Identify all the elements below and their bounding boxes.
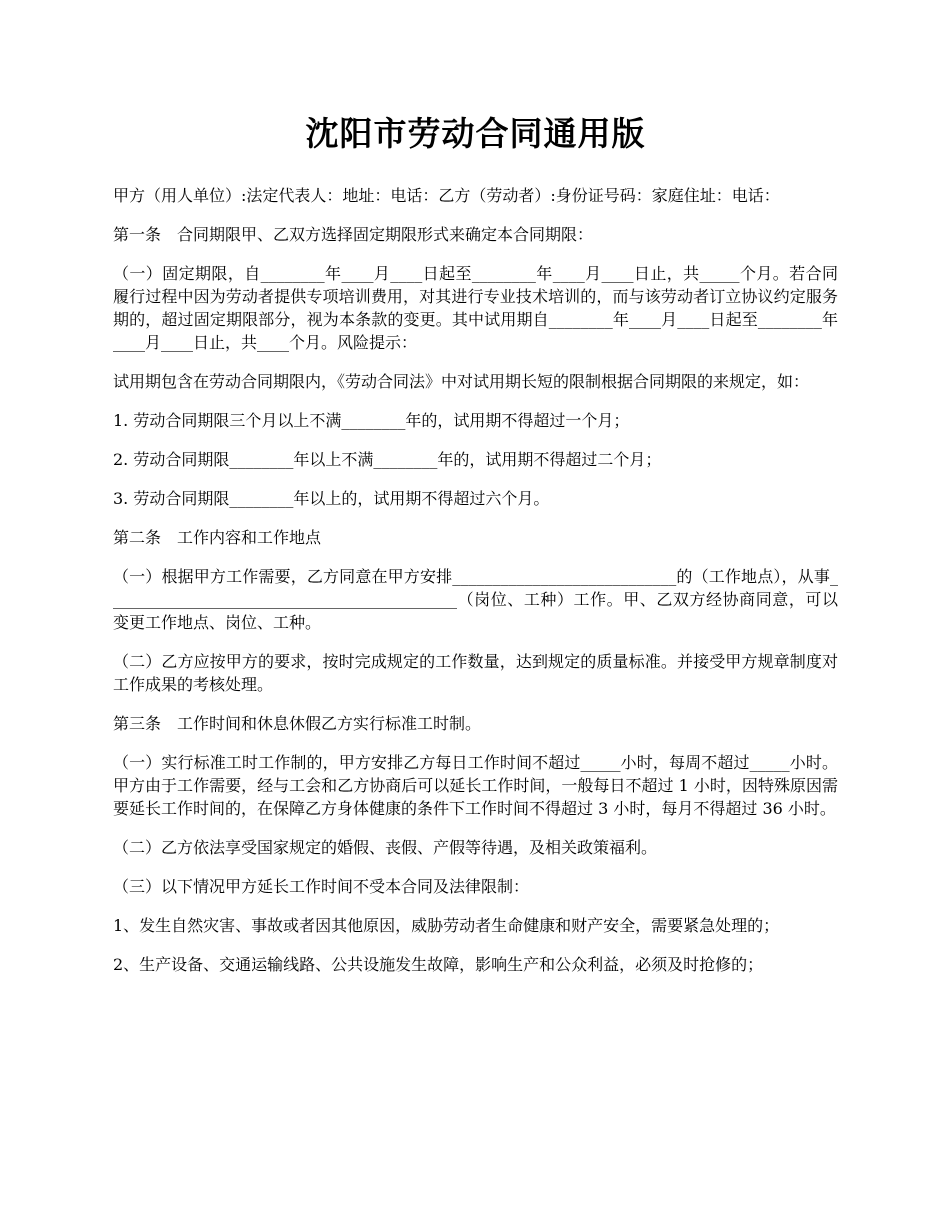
parties-info: 甲方（用人单位）:法定代表人：地址：电话：乙方（劳动者）:身份证号码：家庭住址：电话： <box>113 186 780 205</box>
article-1-heading: 第一条 合同期限甲、乙双方选择固定期限形式来确定本合同期限： <box>113 225 594 244</box>
article-3-clause-2: （二）乙方依法享受国家规定的婚假、丧假、产假等待遇，及相关政策福利。 <box>113 838 658 857</box>
probation-note: 试用期包含在劳动合同期限内，《劳动合同法》中对试用期长短的限制根据合同期限的来规定，如： <box>113 372 810 391</box>
probation-rule-2: 2. 劳动合同期限________年以上不满________年的，试用期不得超过二个月； <box>113 450 662 469</box>
article-3-clause-3: （三）以下情况甲方延长工作时间不受本合同及法律限制： <box>113 877 530 896</box>
article-3-heading: 第三条 工作时间和休息休假乙方实行标准工时制。 <box>113 714 482 733</box>
probation-rule-1: 1. 劳动合同期限三个月以上不满________年的，试用期不得超过一个月； <box>113 411 630 430</box>
overtime-exception-1: 1、发生自然灾害、事故或者因其他原因，威胁劳动者生命健康和财产安全，需要紧急处理的； <box>113 916 780 935</box>
article-2-clause-1: （一）根据甲方工作需要，乙方同意在甲方安排____________________________的（工作地点），从事____________________________________________（岗位、工种）工作。甲、乙双方经协商同意，可以变更工作地点、岗位、工种。 <box>113 567 838 632</box>
overtime-exception-2: 2、生产设备、交通运输线路、公共设施发生故障，影响生产和公众利益，必须及时抢修的； <box>113 955 764 974</box>
document-title: 沈阳市劳动合同通用版 <box>305 114 646 153</box>
article-2-heading: 第二条 工作内容和工作地点 <box>113 528 322 547</box>
article-3-clause-1: （一）实行标准工时工作制的，甲方安排乙方每日工作时间不超过_____小时，每周不超过_____小时。甲方由于工作需要，经与工会和乙方协商后可以延长工作时间，一般每日不超过 1 小时，因特殊原因需要延长工作时间的，在保障乙方身体健康的条件下工作时间不得超过 3 小时，每月不得超过 36 小时。 <box>113 753 838 818</box>
probation-rule-3: 3. 劳动合同期限________年以上的，试用期不得超过六个月。 <box>113 489 550 508</box>
article-1-clause-1: （一）固定期限，自________年____月____日起至________年____月____日止，共_____个月。若合同履行过程中因为劳动者提供专项培训费用，对其进行专业技术培训的，而与该劳动者订立协议约定服务期的，超过固定期限部分，视为本条款的变更。其中试用期自________年____月____日起至________年____月____日止，共____个月。风险提示： <box>113 264 838 352</box>
article-2-clause-2: （二）乙方应按甲方的要求，按时完成规定的工作数量，达到规定的质量标准。并接受甲方规章制度对工作成果的考核处理。 <box>113 652 838 694</box>
